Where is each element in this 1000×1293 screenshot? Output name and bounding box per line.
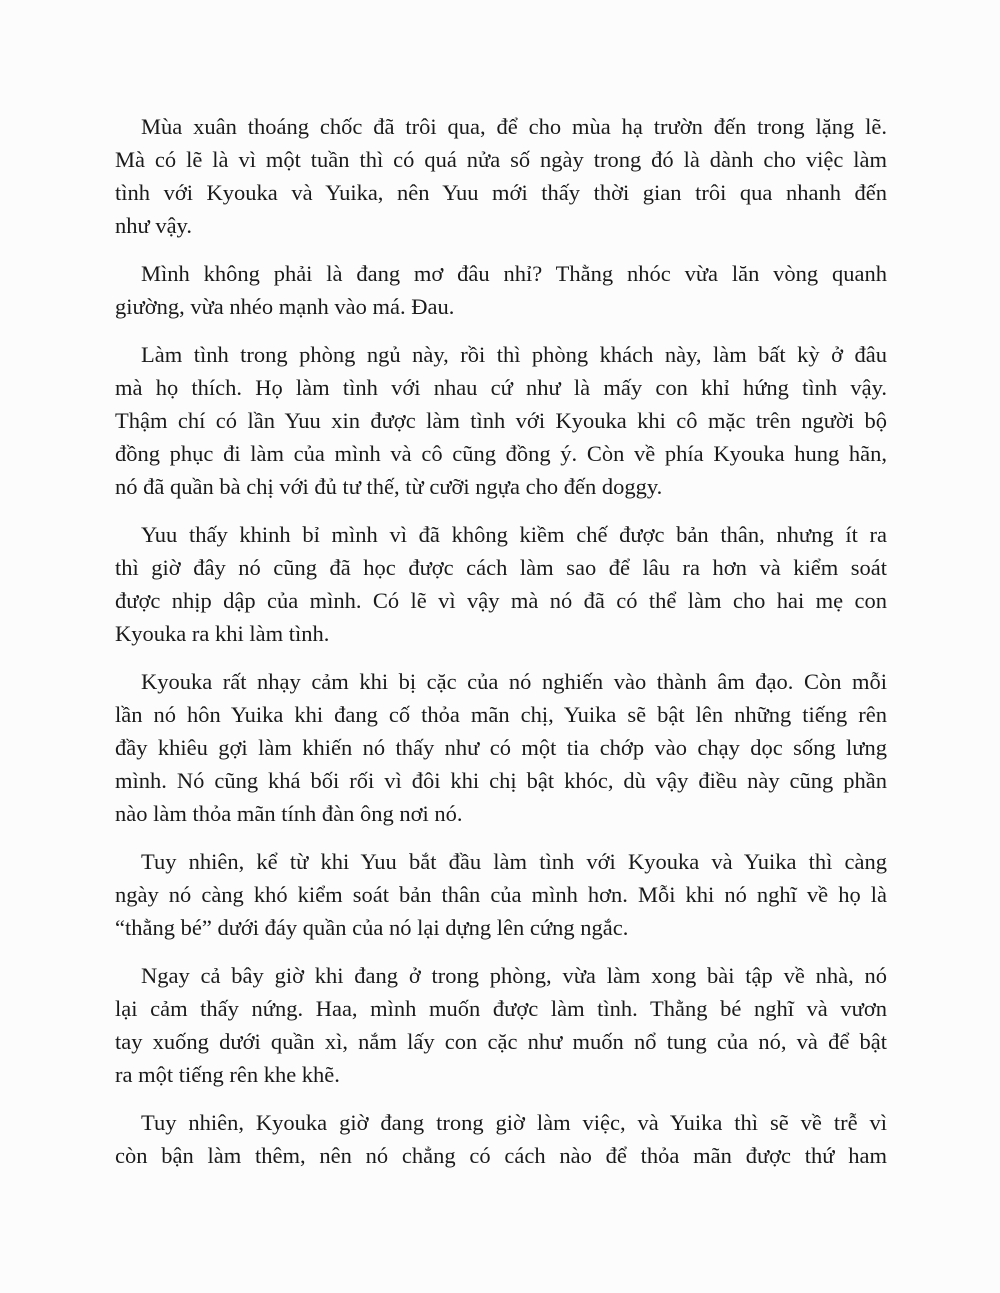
text-line: còn bận làm thêm, nên nó chẳng có cách nào để thỏa mãn được thứ ham bbox=[115, 1143, 887, 1168]
paragraph bbox=[115, 257, 887, 323]
paragraph bbox=[115, 845, 887, 944]
text-line: tình với Kyouka và Yuika, nên Yuu mới thấy thời gian trôi qua nhanh đến bbox=[115, 180, 887, 205]
text-line: nào làm thỏa mãn tính đàn ông nơi nó. bbox=[115, 801, 463, 826]
text-line: Thậm chí có lần Yuu xin được làm tình với Kyouka khi cô mặc trên người bộ bbox=[115, 408, 887, 433]
text-line: Ngay cả bây giờ khi đang ở trong phòng, vừa làm xong bài tập về nhà, nó bbox=[141, 963, 887, 988]
text-line: Mà có lẽ là vì một tuần thì có quá nửa số ngày trong đó là dành cho việc làm bbox=[115, 147, 887, 172]
text-line: Tuy nhiên, Kyouka giờ đang trong giờ làm việc, và Yuika thì sẽ về trễ vì bbox=[141, 1110, 887, 1135]
text-block bbox=[115, 110, 887, 1187]
text-line: thì giờ đây nó cũng đã học được cách làm sao để lâu ra hơn và kiểm soát bbox=[115, 555, 887, 580]
text-line: Kyouka rất nhạy cảm khi bị cặc của nó nghiến vào thành âm đạo. Còn mỗi bbox=[141, 669, 887, 694]
text-line: Mình không phải là đang mơ đâu nhỉ? Thằng nhóc vừa lăn vòng quanh bbox=[141, 261, 887, 286]
text-line: ngày nó càng khó kiểm soát bản thân của mình hơn. Mỗi khi nó nghĩ về họ là bbox=[115, 882, 887, 907]
paragraph bbox=[115, 959, 887, 1091]
text-line: Làm tình trong phòng ngủ này, rồi thì phòng khách này, làm bất kỳ ở đâu bbox=[141, 342, 887, 367]
text-line: Yuu thấy khinh bỉ mình vì đã không kiềm chế được bản thân, nhưng ít ra bbox=[141, 522, 887, 547]
paragraph bbox=[115, 110, 887, 242]
text-line: lại cảm thấy nứng. Haa, mình muốn được làm tình. Thằng bé nghĩ và vươn bbox=[115, 996, 887, 1021]
paragraph bbox=[115, 338, 887, 503]
text-line: đồng phục đi làm của mình và cô cũng đồng ý. Còn về phía Kyouka hung hãn, bbox=[115, 441, 887, 466]
text-line: tay xuống dưới quần xì, nắm lấy con cặc như muốn nổ tung của nó, và để bật bbox=[115, 1029, 887, 1054]
text-line: như vậy. bbox=[115, 213, 192, 238]
text-line: được nhịp dập của mình. Có lẽ vì vậy mà nó đã có thể làm cho hai mẹ con bbox=[115, 588, 887, 613]
paragraph bbox=[115, 1106, 887, 1172]
text-line: ra một tiếng rên khe khẽ. bbox=[115, 1062, 340, 1087]
text-line: giường, vừa nhéo mạnh vào má. Đau. bbox=[115, 294, 455, 319]
text-line: nó đã quần bà chị với đủ tư thế, từ cưỡi ngựa cho đến doggy. bbox=[115, 474, 663, 499]
text-line: lần nó hôn Yuika khi đang cố thỏa mãn chị, Yuika sẽ bật lên những tiếng rên bbox=[115, 702, 887, 727]
text-line: mình. Nó cũng khá bối rối vì đôi khi chị bật khóc, dù vậy điều này cũng phần bbox=[115, 768, 887, 793]
text-line: Kyouka ra khi làm tình. bbox=[115, 621, 330, 646]
paragraph bbox=[115, 665, 887, 830]
paragraph bbox=[115, 518, 887, 650]
text-line: đầy khiêu gợi làm khiến nó thấy như có một tia chớp vào chạy dọc sống lưng bbox=[115, 735, 887, 760]
text-line: Tuy nhiên, kể từ khi Yuu bắt đầu làm tình với Kyouka và Yuika thì càng bbox=[141, 849, 887, 874]
text-line: mà họ thích. Họ làm tình với nhau cứ như là mấy con khỉ hứng tình vậy. bbox=[115, 375, 887, 400]
text-line: “thằng bé” dưới đáy quần của nó lại dựng lên cứng ngắc. bbox=[115, 915, 629, 940]
text-line: Mùa xuân thoáng chốc đã trôi qua, để cho mùa hạ trườn đến trong lặng lẽ. bbox=[141, 114, 887, 139]
